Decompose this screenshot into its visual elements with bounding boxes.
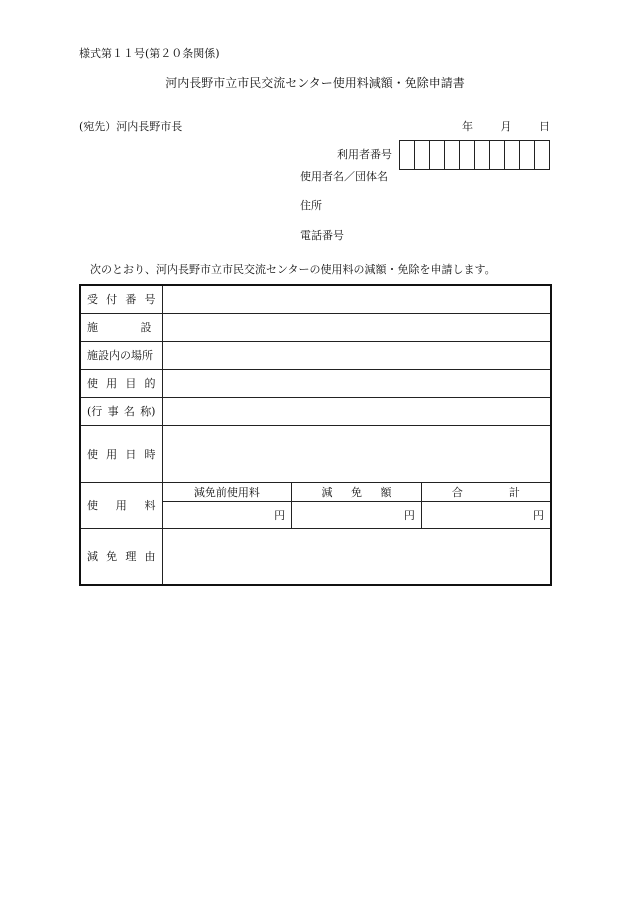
phone-label: 電話番号 xyxy=(300,229,344,242)
usage-datetime-label: 使 用 日 時 xyxy=(80,425,162,482)
reduction-reason-field[interactable] xyxy=(162,528,551,585)
row-reduction-reason xyxy=(80,528,551,585)
user-id-label: 利用者番号 xyxy=(337,148,392,161)
user-id-digit-box[interactable] xyxy=(415,141,430,169)
date-year-label: 年 xyxy=(462,120,473,133)
row-facility xyxy=(80,313,551,341)
user-id-digit-box[interactable] xyxy=(505,141,520,169)
yen-unit: 円 xyxy=(274,508,286,522)
user-id-digit-box[interactable] xyxy=(400,141,415,169)
row-purpose xyxy=(80,369,551,397)
date-day-label: 日 xyxy=(539,120,550,133)
receipt-number-label: 受 付 番 号 xyxy=(80,285,162,313)
facility-label: 施 設 xyxy=(80,313,162,341)
fee-before-reduction-field[interactable] xyxy=(162,501,292,528)
user-id-digit-box[interactable] xyxy=(490,141,505,169)
row-usage-datetime xyxy=(80,425,551,482)
location-field[interactable] xyxy=(162,341,551,369)
yen-unit: 円 xyxy=(533,508,544,522)
date-month-label: 月 xyxy=(500,120,512,133)
fee-total-header: 合 計 xyxy=(421,482,551,501)
user-id-boxes[interactable] xyxy=(399,140,550,170)
reduction-reason-label: 減 免 理 由 xyxy=(80,528,162,585)
application-table xyxy=(79,284,552,586)
row-event-name xyxy=(80,397,551,425)
event-name-field[interactable] xyxy=(162,397,551,425)
fee-reduction-header: 減 免 額 xyxy=(292,482,422,501)
location-label: 施設内の場所 xyxy=(80,341,162,369)
user-id-digit-box[interactable] xyxy=(445,141,460,169)
user-id-digit-box[interactable] xyxy=(460,141,475,169)
fee-reduction-field[interactable] xyxy=(292,501,422,528)
receipt-number-field[interactable] xyxy=(162,285,551,313)
row-usage-fee-head xyxy=(80,482,551,501)
user-id-digit-box[interactable] xyxy=(475,141,490,169)
event-name-label: (行 事 名 称) xyxy=(80,397,162,425)
address-label: 住所 xyxy=(300,199,322,212)
document-title: 河内長野市立市民交流センター使用料減額・免除申請書 xyxy=(165,76,465,90)
request-statement: 次のとおり、河内長野市立市民交流センターの使用料の減額・免除を申請します。 xyxy=(90,263,496,276)
user-name-label: 使用者名／団体名 xyxy=(300,170,388,183)
usage-fee-label: 使 用 料 xyxy=(80,482,162,528)
fee-before-reduction-header: 減免前使用料 xyxy=(162,482,292,501)
yen-unit: 円 xyxy=(403,508,415,522)
purpose-label: 使 用 目 的 xyxy=(80,369,162,397)
user-id-digit-box[interactable] xyxy=(535,141,549,169)
form-number: 様式第１１号(第２０条関係) xyxy=(79,47,220,60)
user-id-digit-box[interactable] xyxy=(520,141,535,169)
usage-datetime-field[interactable] xyxy=(162,425,551,482)
purpose-field[interactable] xyxy=(162,369,551,397)
addressee: (宛先）河内長野市長 xyxy=(79,120,183,133)
fee-total-field[interactable] xyxy=(421,501,551,528)
row-receipt-number xyxy=(80,285,551,313)
date-line xyxy=(462,120,550,134)
row-location xyxy=(80,341,551,369)
facility-field[interactable] xyxy=(162,313,551,341)
user-id-digit-box[interactable] xyxy=(430,141,445,169)
